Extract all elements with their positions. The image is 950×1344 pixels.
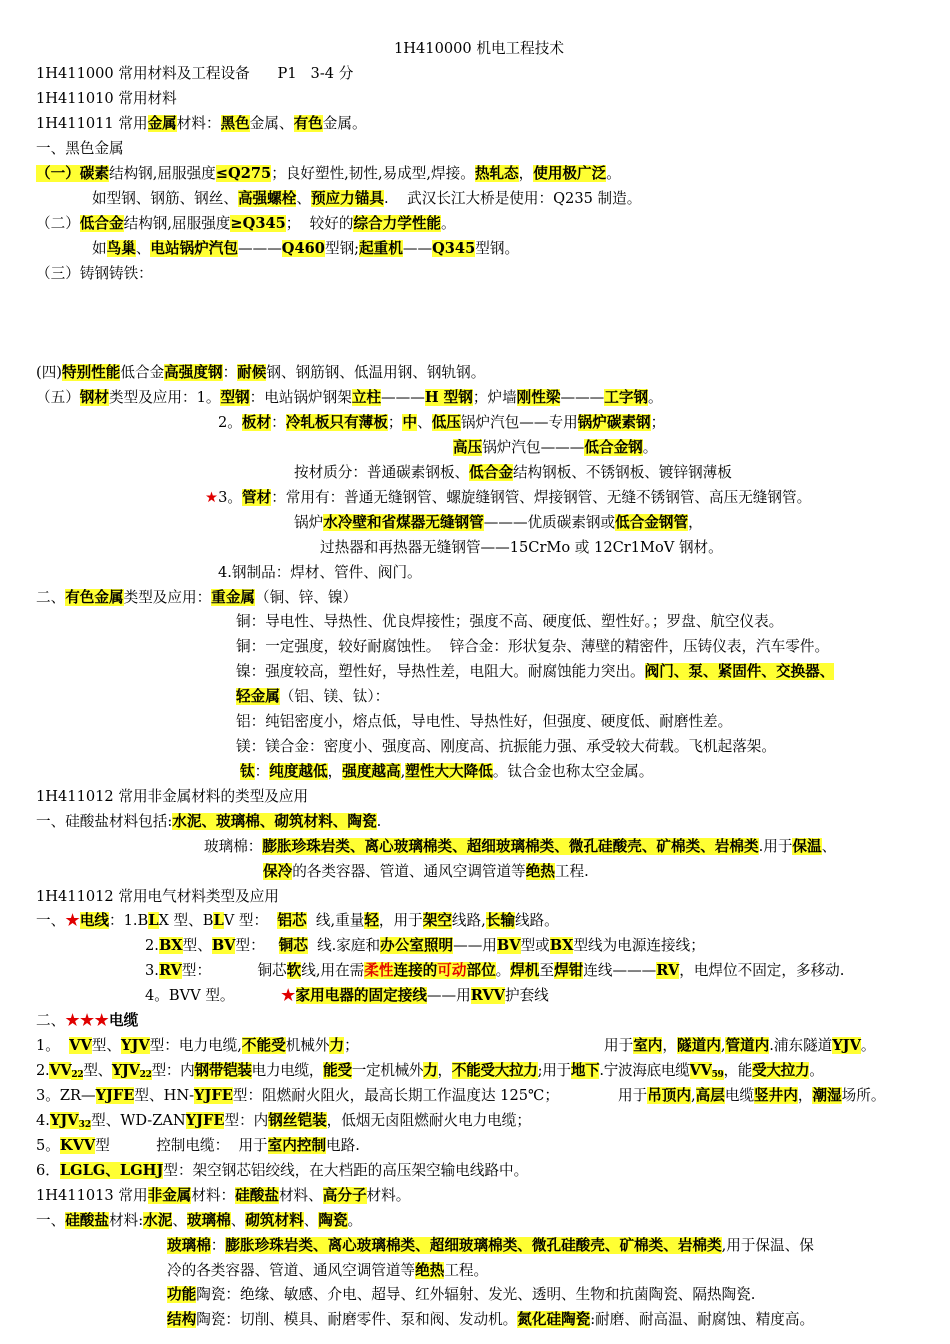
text-line: 玻璃棉：膨胀珍珠岩类、离心玻璃棉类、超细玻璃棉类、微孔硅酸壳、矿棉类、岩棉类.用于保温、: [204, 838, 837, 855]
text-line: 冷的各类容器、管道、通风空调管道等绝热工程。: [167, 1262, 489, 1279]
text-line: 铝：纯铝密度小，熔点低，导电性、导热性好，但强度、硬度低、耐磨性差。: [236, 713, 733, 730]
section-heading: （三）铸钢铸铁：: [36, 265, 153, 282]
text-line: 用于室内，隧道内,管道内.浦东隧道YJV。: [604, 1037, 876, 1054]
section-heading: 1H411012 常用非金属材料的类型及应用: [36, 788, 309, 805]
page-title: 1H410000 机电工程技术: [394, 40, 564, 57]
text-line: 3.RV型： 铜芯软线,用在需柔性连接的可动部位。焊机至焊钳连线———RV，电焊位不固定，多移动.: [145, 962, 845, 979]
text-line: 2。板材：冷轧板只有薄板；中、低压锅炉汽包——专用锅炉碳素钢；: [218, 414, 666, 431]
text-line: 4。BVV 型。 ★家用电器的固定接线——用RVV护套线: [145, 987, 549, 1004]
section-heading: 1H411010 常用材料: [36, 90, 177, 107]
text-line: （五）钢材类型及应用：1。型钢：电站锅炉钢架立柱———H 型钢；炉墙刚性梁———工字钢。: [36, 389, 663, 406]
text-line: 3。ZR—YJFE型、HN-YJFE型：阻燃耐火阻火，最高长期工作温度达 125℃；: [36, 1087, 559, 1104]
section-heading: 1H411012 常用电气材料类型及应用: [36, 888, 279, 905]
section-heading: 一、黑色金属: [36, 140, 124, 157]
text-line: 如型钢、钢筋、钢丝、高强螺栓、预应力锚具. 武汉长江大桥是使用：Q235 制造。: [92, 190, 642, 207]
star-icon: ★: [205, 489, 219, 506]
text-line: 钛：纯度越低，强度越高,塑性大大降低。钛合金也称太空金属。: [240, 763, 654, 780]
text-line: 4.钢制品：焊材、管件、阀门。: [218, 564, 422, 581]
text-line: 结构陶瓷：切削、模具、耐磨零件、泵和阀、发动机。氮化硅陶瓷:耐磨、耐高温、耐腐蚀、精度高。: [167, 1311, 815, 1328]
text-line: $4.YJV_{32}$型、WD-ZANYJFE型：内钢丝铠装，低烟无卤阻燃耐火电力电缆；: [36, 1112, 531, 1130]
section-heading: 1H411000 常用材料及工程设备 P1 3-4 分: [36, 65, 354, 82]
text-line: 镍：强度较高，塑性好，导热性差，电阻大。耐腐蚀能力突出。阀门、泵、紧固件、交换器、: [236, 663, 835, 680]
text-line: 1H411011 常用金属材料：黑色金属、有色金属。: [36, 115, 367, 132]
text-line: 5。KVV型 控制电缆： 用于室内控制电路.: [36, 1137, 360, 1154]
text-line: 高压锅炉汽包———低合金钢。: [453, 439, 658, 456]
text-line: 6．LGLG、LGHJ型：架空钢芯铝绞线，在大档距的高压架空输电线路中。: [36, 1162, 529, 1179]
text-line: （一）碳素结构钢,屈服强度≤Q275；良好塑性,韧性,易成型,焊接。热轧态，使用极广泛。: [36, 165, 621, 182]
text-line: 一、硅酸盐材料:水泥、玻璃棉、砌筑材料、陶瓷。: [36, 1212, 363, 1229]
text-line: 轻金属（铝、镁、钛）：: [236, 688, 390, 705]
text-line: 保冷的各类容器、管道、通风空调管道等绝热工程.: [263, 863, 589, 880]
text-line: 镁：镁合金：密度小、强度高、刚度高、抗振能力强、承受较大荷载。飞机起落架。: [236, 738, 776, 755]
text-line: 用于吊顶内,高层电缆竖井内，潮湿场所。: [618, 1087, 886, 1104]
text-line: (四)特别性能低合金高强度钢：耐候钢、钢筋钢、低温用钢、钢轨钢。: [36, 364, 486, 381]
text-line: 过热器和再热器无缝钢管——15CrMo 或 12Cr1MoV 钢材。: [320, 539, 723, 556]
text-line: 玻璃棉：膨胀珍珠岩类、离心玻璃棉类、超细玻璃棉类、微孔硅酸壳、矿棉类、岩棉类,用于保温、保: [167, 1237, 814, 1254]
text-line: 一、硅酸盐材料包括:水泥、玻璃棉、砌筑材料、陶瓷.: [36, 813, 382, 830]
text-line: $2.VV_{22}$型、$YJV_{22}$型：内钢带铠装电力电缆，能受一定机械外力，不能受大拉力;用于地下.宁波海底电缆$VV_{59}$，能受大拉力。: [36, 1062, 824, 1080]
star-icon: ★: [280, 987, 296, 1004]
star-icon: ★★★: [65, 1012, 109, 1029]
text-line: 1。 VV型、YJV型：电力电缆,不能受机械外力；: [36, 1037, 359, 1054]
text-line: 1H411013 常用非金属材料：硅酸盐材料、高分子材料。: [36, 1187, 411, 1204]
star-icon: ★: [65, 912, 80, 929]
text-line: 铜：导电性、导热性、优良焊接性；强度不高、硬度低、塑性好。；罗盘、航空仪表。: [236, 613, 784, 630]
text-line: 锅炉水冷壁和省煤器无缝钢管———优质碳素钢或低合金钢管，: [294, 514, 703, 531]
text-line: 功能陶瓷：绝缘、敏感、介电、超导、红外辐射、发光、透明、生物和抗菌陶瓷、隔热陶瓷.: [167, 1286, 756, 1303]
text-line: 如鸟巢、电站锅炉汽包———Q460型钢;起重机——Q345型钢。: [92, 240, 520, 257]
text-line: 按材质分：普通碳素钢板、低合金结构钢板、不锈钢板、镀锌钢薄板: [294, 464, 732, 481]
text-line: （二）低合金结构钢,屈服强度≥Q345； 较好的综合力学性能。: [36, 215, 456, 232]
text-line: 二、★★★电缆: [36, 1012, 139, 1029]
text-line: 2.BX型、BV型： 铜芯 线.家庭和办公室照明——用BV型或BX型线为电源连接线；: [145, 937, 705, 954]
text-line: 一、★电线：1.BLX 型、BLV 型： 铝芯 线,重量轻，用于架空线路,长输线路。: [36, 912, 559, 929]
text-line: ★3。管材：常用有：普通无缝钢管、螺旋缝钢管、焊接钢管、无缝不锈钢管、高压无缝钢管。: [205, 489, 812, 506]
text-line: 二、有色金属类型及应用：重金属（铜、锌、镍）: [36, 589, 358, 606]
text-line: 铜：一定强度，较好耐腐蚀性。 锌合金：形状复杂、薄壁的精密件，压铸仪表，汽车零件。: [236, 638, 830, 655]
